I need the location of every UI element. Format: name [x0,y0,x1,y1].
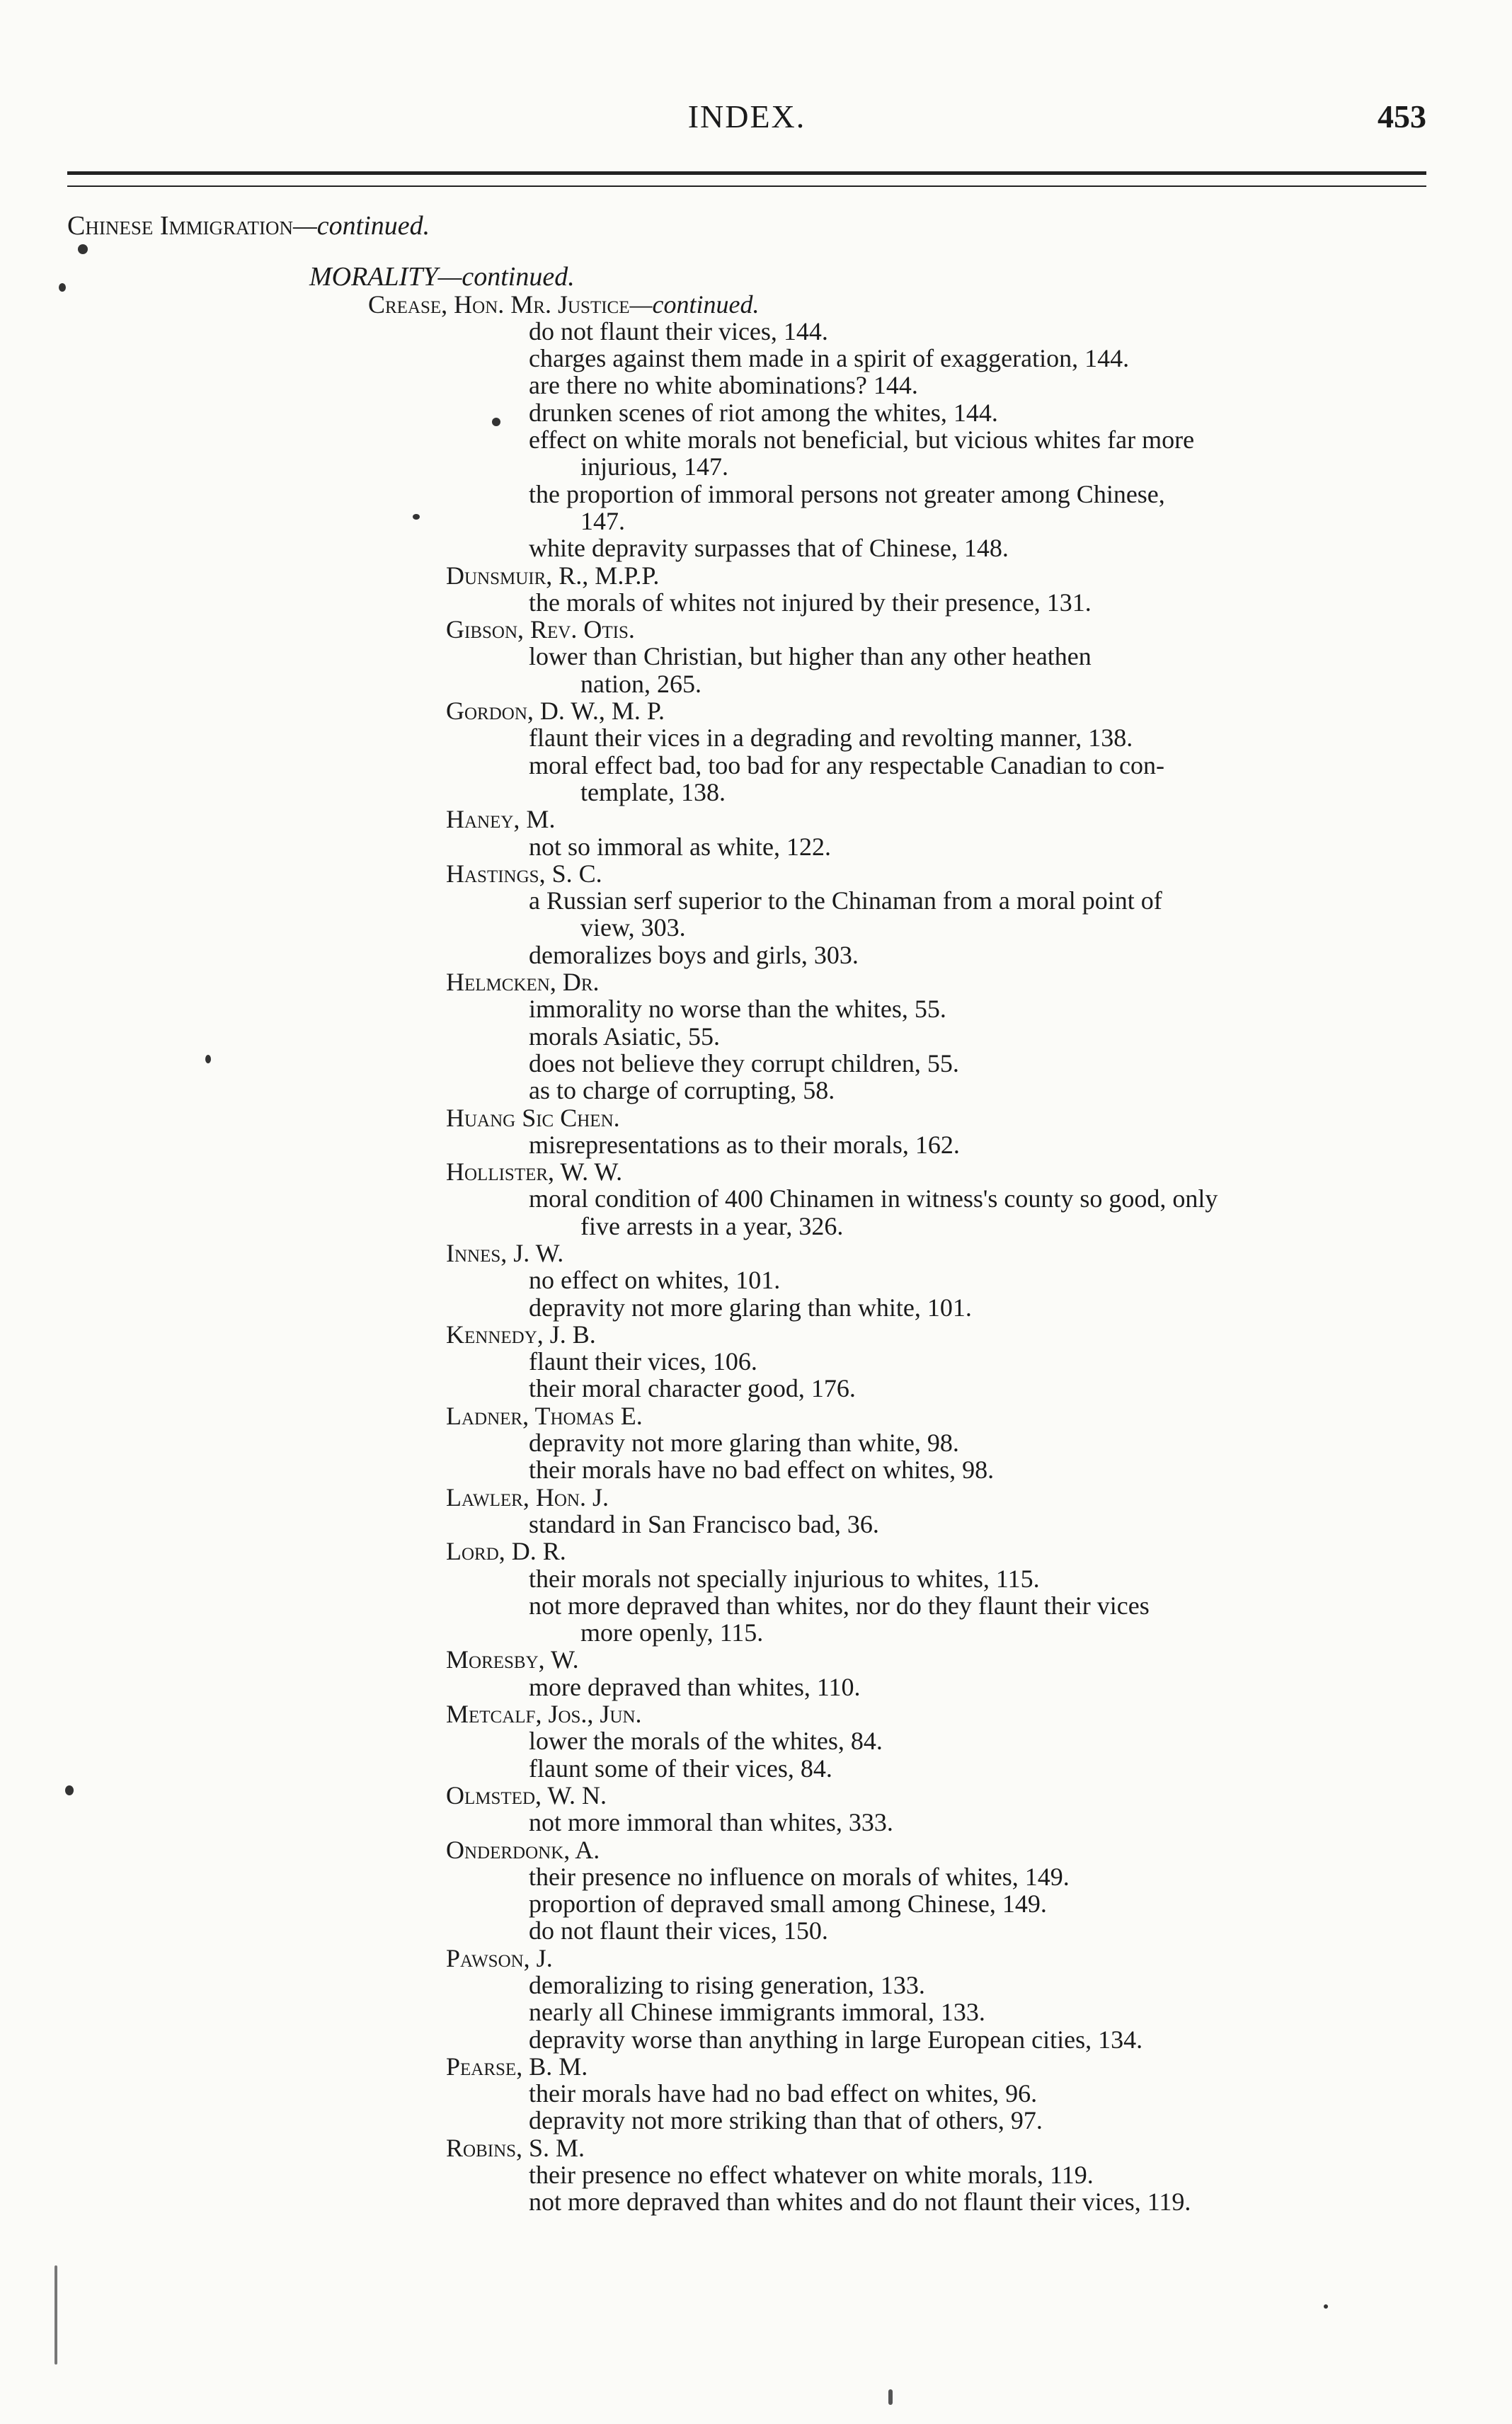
entry-text: demoralizing to rising generation, 133. [529,1971,925,1999]
subsection-continued: —continued. [437,262,575,292]
index-entry [0,1267,1512,1293]
entry-text: not more immoral than whites, 333. [529,1808,893,1837]
witness-name-text: Hollister, W. W. [446,1157,623,1187]
index-entry [0,1863,1512,1890]
index-entry [0,1456,1512,1483]
entry-list [0,1674,1512,1700]
entry-list [0,1863,1512,1945]
entry-text: misrepresentations as to their morals, 162. [529,1130,960,1159]
entry-continuation: 147. [580,506,625,535]
entry-text: proportion of depraved small among Chinese, 149. [529,1890,1047,1919]
entry-text: not so immoral as white, 122. [529,832,831,861]
index-content [0,212,1512,2216]
witness-entry [0,2053,1512,2134]
entry-text: depravity not more glaring than white, 101. [529,1293,972,1322]
entry-text: lower the morals of the whites, 84. [529,1727,883,1756]
entry-continuation: nation, 265. [580,669,701,698]
index-entry [0,833,1512,860]
witness-entry [0,2134,1512,2216]
witness-entry [0,1240,1512,1321]
entry-text: demoralizes boys and girls, 303. [529,940,859,969]
entry-text: effect on white morals not beneficial, but vicious whites far more [529,425,1195,455]
entry-text: do not flaunt their vices, 144. [529,316,828,345]
witness-name [0,1104,1512,1131]
entry-text: their presence no influence on morals of whites, 149. [529,1862,1070,1891]
index-entry [0,2080,1512,2107]
entry-list [0,1565,1512,1647]
entry-list [0,1809,1512,1836]
entry-list [0,995,1512,1104]
witness-name-text: Innes, J. W. [446,1238,564,1267]
entry-list [0,1511,1512,1538]
subsection-heading [0,263,1512,290]
witness-name [0,616,1512,643]
index-entry [0,318,1512,345]
witness-name [0,291,1512,318]
index-entry [0,2161,1512,2188]
witness-name-text: Pawson, J. [446,1943,553,1972]
entry-continuation: five arrests in a year, 326. [580,1211,844,1240]
entry-text: the proportion of immoral persons not greater among Chinese, [529,479,1165,508]
index-entry [0,399,1512,426]
scan-speck [65,1785,74,1795]
witness-name [0,1646,1512,1673]
entry-text: depravity worse than anything in large European cities, 134. [529,2025,1143,2054]
witness-entry [0,1700,1512,1782]
entry-list [0,643,1512,697]
witness-entry [0,1782,1512,1836]
index-entry [0,372,1512,399]
index-entry [0,1972,1512,1999]
entry-text: a Russian serf superior to the Chinaman from a moral point of [529,886,1162,915]
witness-name-text: Onderdonk, A. [446,1835,600,1864]
witness-entry [0,1158,1512,1240]
index-entry [0,1511,1512,1538]
entry-text: flaunt some of their vices, 84. [529,1754,832,1783]
index-entry [0,1185,1512,1240]
entry-list [0,1972,1512,2053]
index-entry [0,1674,1512,1700]
entry-text: not more depraved than whites and do not flaunt their vices, 119. [529,2188,1191,2217]
index-entry [0,534,1512,561]
witness-entry [0,562,1512,617]
index-entry [0,1294,1512,1321]
index-entry [0,1755,1512,1782]
entry-list [0,2161,1512,2216]
witness-entry [0,968,1512,1104]
scan-speck [492,418,500,426]
section-continued: —continued. [293,211,430,241]
entry-list [0,1429,1512,1484]
witness-name [0,1321,1512,1348]
index-entry [0,1890,1512,1917]
witness-name [0,1402,1512,1429]
witness-entry [0,806,1512,860]
entry-text: flaunt their vices in a degrading and revolting manner, 138. [529,724,1133,753]
index-entry [0,887,1512,942]
entry-list [0,2080,1512,2134]
entry-text: depravity not more glaring than white, 98. [529,1429,959,1458]
witness-name [0,1782,1512,1809]
index-entry [0,2107,1512,2134]
witness-entry [0,697,1512,806]
witness-name [0,1700,1512,1727]
scan-speck [888,2389,893,2405]
witness-name [0,860,1512,887]
entry-text: their morals have had no bad effect on whites, 96. [529,2079,1038,2108]
scan-mark [55,2265,57,2365]
witness-entry [0,616,1512,697]
entry-continuation: injurious, 147. [580,452,729,481]
witness-name [0,1240,1512,1267]
witness-entries [0,291,1512,2216]
header-rule-thin [67,185,1426,187]
entry-list [0,887,1512,968]
index-entry [0,345,1512,372]
witness-name [0,1836,1512,1863]
witness-entry [0,1484,1512,1538]
witness-name [0,1484,1512,1511]
entry-text: moral condition of 400 Chinamen in witness's county so good, only [529,1184,1218,1213]
index-entry [0,995,1512,1022]
witness-name-text: Moresby, W. [446,1645,579,1674]
index-entry [0,1592,1512,1647]
witness-name-text: Haney, M. [446,805,556,834]
witness-name-text: Gordon, D. W., M. P. [446,697,665,726]
index-entry [0,1727,1512,1754]
witness-entry [0,1945,1512,2053]
entry-list [0,1131,1512,1158]
subsection-title: MORALITY [309,262,438,292]
section-title: Chinese Immigration [67,211,293,241]
entry-text: white depravity surpasses that of Chinese, 148. [529,534,1009,563]
entry-continuation: template, 138. [580,777,726,806]
witness-name-text: Metcalf, Jos., Jun. [446,1700,642,1729]
entry-continuation: more openly, 115. [580,1618,764,1647]
witness-entry [0,1646,1512,1700]
entry-text: standard in San Francisco bad, 36. [529,1509,879,1538]
witness-name-text: Helmcken, Dr. [446,968,600,997]
header-rule-thick [67,171,1426,175]
scan-speck [205,1055,211,1063]
scan-speck [1324,2304,1328,2309]
entry-list [0,1348,1512,1402]
entry-text: nearly all Chinese immigrants immoral, 133. [529,1998,985,2027]
entry-text: as to charge of corrupting, 58. [529,1076,835,1105]
entry-text: drunken scenes of riot among the whites, 144. [529,398,998,427]
witness-entry [0,291,1512,562]
index-entry [0,643,1512,697]
page-number: 453 [1378,98,1426,135]
entry-text: their morals have no bad effect on whites, 98. [529,1456,995,1485]
index-entry [0,426,1512,481]
entry-text: lower than Christian, but higher than any other heathen [529,642,1092,671]
entry-text: immorality no worse than the whites, 55. [529,995,946,1024]
index-entry [0,1429,1512,1456]
witness-name [0,697,1512,724]
entry-text: more depraved than whites, 110. [529,1672,861,1701]
witness-entry [0,860,1512,968]
entry-text: no effect on whites, 101. [529,1266,781,1295]
scan-speck [78,244,88,254]
index-entry [0,1023,1512,1050]
entry-text: moral effect bad, too bad for any respectable Canadian to con- [529,750,1164,779]
witness-name-text: Gibson, Rev. Otis. [446,615,635,644]
entry-list [0,589,1512,616]
index-entry [0,589,1512,616]
witness-entry [0,1104,1512,1159]
witness-name-text: Huang Sic Chen. [446,1103,620,1132]
index-entry [0,1077,1512,1104]
witness-name-text: Robins, S. M. [446,2133,585,2162]
witness-name [0,2053,1512,2080]
entry-list [0,1267,1512,1321]
index-entry [0,1565,1512,1592]
entry-text: are there no white abominations? 144. [529,371,918,400]
entry-text: do not flaunt their vices, 150. [529,1916,828,1945]
scan-speck [59,283,66,292]
witness-name [0,2134,1512,2161]
entry-text: their presence no effect whatever on white morals, 119. [529,2161,1094,2190]
witness-continued: —continued. [629,290,760,319]
index-entry [0,481,1512,535]
witness-name [0,1945,1512,1972]
index-entry [0,1917,1512,1944]
index-entry [0,1348,1512,1375]
entry-list [0,318,1512,562]
scan-speck [413,514,420,520]
witness-name [0,1158,1512,1185]
witness-name-text: Olmsted, W. N. [446,1780,607,1810]
index-entry [0,942,1512,968]
running-head: INDEX. [687,98,806,135]
index-entry [0,1375,1512,1402]
witness-name-text: Ladner, Thomas E. [446,1401,643,1430]
witness-name-text: Pearse, B. M. [446,2052,588,2081]
entry-text: their moral character good, 176. [529,1374,856,1403]
entry-list [0,833,1512,860]
witness-entry [0,1321,1512,1402]
witness-name [0,1538,1512,1565]
entry-text: not more depraved than whites, nor do they flaunt their vices [529,1591,1150,1620]
section-heading [0,212,1512,239]
entry-continuation: view, 303. [580,913,686,942]
entry-text: flaunt their vices, 106. [529,1347,757,1376]
witness-entry [0,1538,1512,1646]
witness-name-text: Kennedy, J. B. [446,1320,596,1349]
index-entry [0,2188,1512,2215]
entry-list [0,1185,1512,1240]
witness-entry [0,1836,1512,1945]
witness-entry [0,1402,1512,1484]
witness-name-text: Crease, Hon. Mr. Justice [368,290,630,319]
index-entry [0,1131,1512,1158]
entry-text: their morals not specially injurious to whites, 115. [529,1564,1040,1593]
witness-name [0,562,1512,589]
index-entry [0,2026,1512,2053]
index-entry [0,724,1512,751]
entry-text: morals Asiatic, 55. [529,1022,720,1051]
entry-text: the morals of whites not injured by their presence, 131. [529,588,1092,617]
witness-name-text: Dunsmuir, R., M.P.P. [446,561,660,590]
page-header [67,98,1426,161]
entry-text: depravity not more striking than that of others, 97. [529,2106,1043,2135]
entry-text: does not believe they corrupt children, 55. [529,1048,959,1077]
witness-name-text: Lawler, Hon. J. [446,1482,609,1511]
entry-text: charges against them made in a spirit of exaggeration, 144. [529,344,1130,373]
index-entry [0,1999,1512,2025]
witness-name [0,806,1512,833]
witness-name-text: Lord, D. R. [446,1537,566,1566]
entry-list [0,724,1512,806]
witness-name-text: Hastings, S. C. [446,859,602,888]
index-entry [0,1050,1512,1077]
entry-list [0,1727,1512,1782]
index-entry [0,752,1512,806]
witness-name [0,968,1512,995]
index-entry [0,1809,1512,1836]
